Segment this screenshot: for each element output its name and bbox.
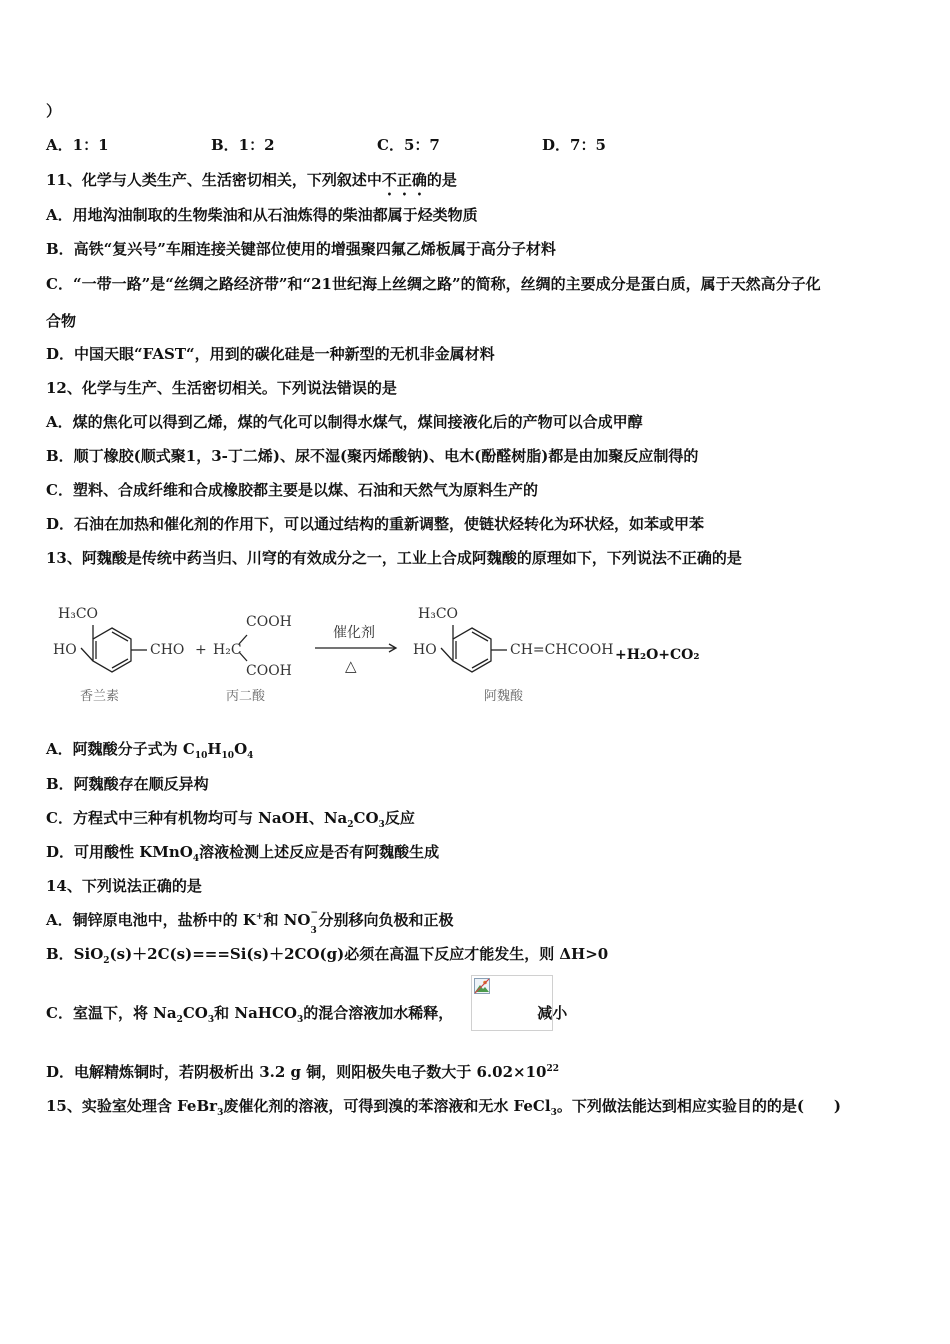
plus-sign: + — [195, 642, 207, 658]
q11-option-c-line2: 合物 — [46, 312, 77, 330]
q11-option-a: A．用地沟油制取的生物柴油和从石油炼得的柴油都属于烃类物质 — [46, 206, 478, 224]
reaction-scheme — [50, 597, 710, 712]
malonic-cooh-top: COOH — [246, 614, 292, 630]
ferulic-side-chain: CH=CHCOOH — [510, 642, 614, 658]
ferulic-h3co: H₃CO — [418, 606, 459, 622]
malonic-h2c: H₂C — [213, 642, 242, 658]
catalyst-label: 催化剂 — [333, 625, 375, 641]
ferulic-ring — [453, 628, 491, 672]
q10-tail: ） — [46, 102, 62, 120]
q13-option-d: D．可用酸性 KMnO$_4$溶液检测上述反应是否有阿魏酸生成 — [46, 843, 440, 864]
q11-stem: 11、化学与人类生产、生活密切相关，下列叙述中不正确的是 — [46, 171, 457, 189]
q15-stem: 15、实验室处理含 FeBr$_3$废催化剂的溶液，可得到溴的苯溶液和无水 FeCl$_3$。下列做法能达到相应实验目的的是( ) — [46, 1097, 842, 1118]
q12-stem: 12、化学与生产、生活密切相关。下列说法错误的是 — [46, 379, 397, 397]
byproducts: +H₂O+CO₂ — [615, 647, 700, 663]
q14-option-c: C．室温下，将 $Na_2CO_3$和 NaHCO$_3$的混合溶液加水稀释， 减小 — [46, 1004, 568, 1025]
broken-image-icon — [474, 978, 490, 994]
q12-option-d: D．石油在加热和催化剂的作用下，可以通过结构的重新调整，使链状烃转化为环状烃，如苯或甲苯 — [46, 515, 705, 533]
q12-option-c: C．塑料、合成纤维和合成橡胶都主要是以煤、石油和天然气为原料生产的 — [46, 481, 538, 499]
q12-option-b: B．顺丁橡胶(顺式聚1，3-丁二烯)、尿不湿(聚丙烯酸钠)、电木(酚醛树脂)都是由加聚反应制得的 — [46, 447, 699, 465]
q10-option-b: B．1：2 — [211, 136, 275, 154]
vanillin-ring — [93, 628, 131, 672]
broken-image-placeholder — [471, 975, 553, 1031]
q10-option-d: D．7：5 — [542, 136, 606, 154]
q14-option-d: D．电解精炼铜时，若阴极析出 3.2 g 铜，则阳极失电子数大于 $6.02\times 10^{22}$ — [46, 1063, 559, 1081]
q10-option-a: A．1：1 — [46, 136, 109, 154]
label-vanillin: 香兰素 — [80, 689, 120, 704]
q11-option-b: B．高铁“复兴号”车厢连接关键部位使用的增强聚四氟乙烯板属于高分子材料 — [46, 240, 556, 258]
q13-option-c: C．方程式中三种有机物均可与 NaOH、$Na_2CO_3$反应 — [46, 809, 415, 830]
label-ferulic-acid: 阿魏酸 — [484, 689, 524, 704]
q11-option-c-line1: C．“一带一路”是“丝绸之路经济带”和“21世纪海上丝绸之路”的简称，丝绸的主要成分是蛋白质，属于天然高分子化 — [46, 275, 821, 293]
q12-option-a: A．煤的焦化可以得到乙烯，煤的气化可以制得水煤气，煤间接液化后的产物可以合成甲醇 — [46, 413, 643, 431]
q14-option-b: B．SiO$_2$(s)＋2C(s)===Si(s)＋2CO(g)必须在高温下反应才能发生，则 ΔH>0 — [46, 945, 609, 966]
q13-stem: 13、阿魏酸是传统中药当归、川穹的有效成分之一，工业上合成阿魏酸的原理如下，下列说法不正确的是 — [46, 549, 742, 567]
heat-symbol: △ — [345, 657, 357, 675]
q11-option-d: D．中国天眼“FAST“，用到的碳化硅是一种新型的无机非金属材料 — [46, 345, 495, 363]
vanillin-h3co: H₃CO — [58, 606, 99, 622]
label-malonic-acid: 丙二酸 — [226, 689, 266, 704]
malonic-cooh-bottom: COOH — [246, 663, 292, 679]
vanillin-ho: HO — [53, 642, 77, 658]
q10-option-c: C．5：7 — [377, 136, 440, 154]
q13-option-b: B．阿魏酸存在顺反异构 — [46, 775, 209, 793]
q11-emphasis: 不正确 — [381, 171, 427, 189]
q14-option-a: A．铜锌原电池中，盐桥中的 K+和 NO − 3 分别移向负极和正极 — [46, 908, 454, 936]
q13-option-a: A．阿魏酸分子式为 $C_{10}H_{10}O_4$ — [46, 740, 254, 761]
vanillin-cho: CHO — [150, 642, 185, 658]
q14-stem: 14、下列说法正确的是 — [46, 877, 202, 895]
ferulic-ho: HO — [413, 642, 437, 658]
